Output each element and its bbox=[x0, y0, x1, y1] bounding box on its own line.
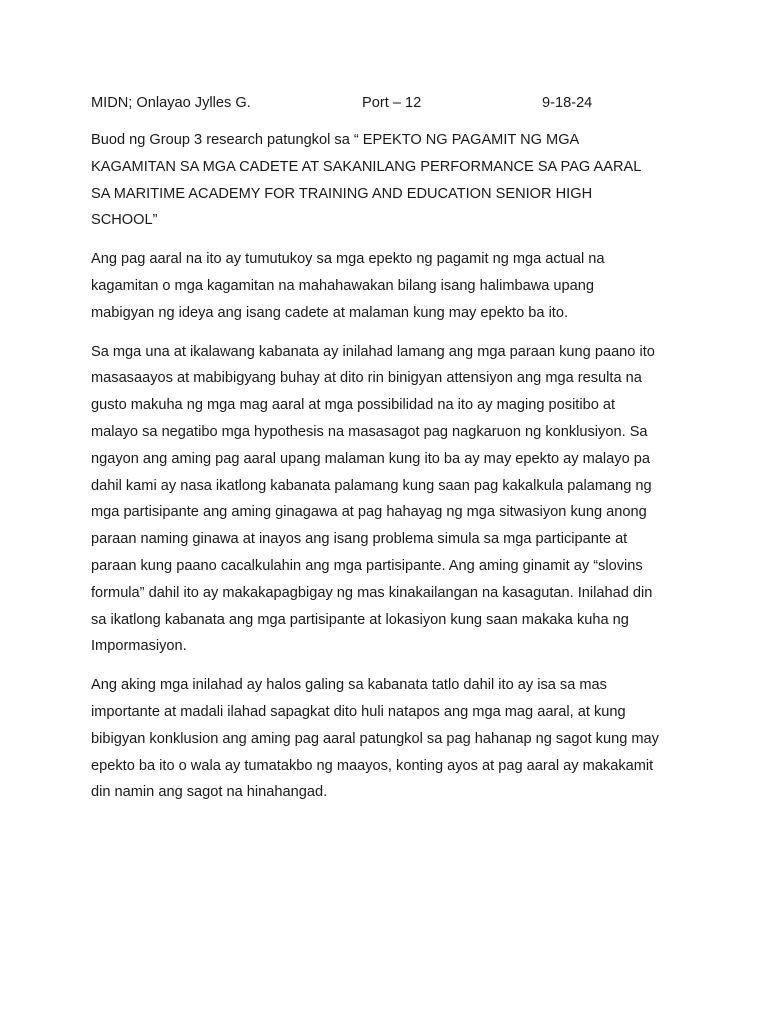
title-paragraph bbox=[91, 127, 691, 234]
document-header bbox=[91, 93, 691, 113]
text-line: SCHOOL” bbox=[91, 212, 158, 229]
port-number: Port – 12 bbox=[362, 95, 422, 111]
text-line: bibigyan konklusion ang aming pag aaral patungkol sa pag hahanap ng sagot kung may bbox=[91, 730, 659, 747]
text-line: mga partisipante ang aming ginagawa at pag hahayag ng mga sitwasiyon kung anong bbox=[91, 504, 647, 521]
text-line: sa ikatlong kabanata ang mga partisipante at lokasiyon kung saan makaka kuha ng bbox=[91, 611, 629, 628]
text-line: gusto makuha ng mga mag aaral at mga possibilidad na ito ay maging positibo at bbox=[91, 397, 616, 414]
text-line: Impormasiyon. bbox=[91, 638, 187, 655]
text-line: KAGAMITAN SA MGA CADETE AT SAKANILANG PERFORMANCE SA PAG AARAL bbox=[91, 158, 642, 175]
text-line: paraan kung paano cacalkulahin ang mga partisipante. Ang aming ginamit ay “slovins bbox=[91, 557, 643, 574]
text-line: dahil kami ay nasa ikatlong kabanata palamang kung saan pag kakalkula palamang ng bbox=[91, 477, 652, 494]
text-line: paraan naming ginawa at inayos ang isang problema simula sa mga participante at bbox=[91, 531, 628, 548]
text-line: Ang aking mga inilahad ay halos galing sa kabanata tatlo dahil ito ay isa sa mas bbox=[91, 677, 607, 694]
text-line: Buod ng Group 3 research patungkol sa “ EPEKTO NG PAGAMIT NG MGA bbox=[91, 132, 580, 148]
text-line: ngayon ang aming pag aaral upang malaman kung ito ba ay may epekto ay malayo pa bbox=[91, 450, 650, 467]
text-line: epekto ba ito o wala ay tumatakbo ng maayos, konting ayos at pag aaral ay makakamit bbox=[91, 757, 654, 774]
conclusion-paragraph bbox=[91, 672, 691, 806]
text-line: mabigyan ng ideya ang isang cadete at malaman kung may epekto ba ito. bbox=[91, 304, 569, 321]
text-line: masasaayos at mabibigyang buhay at dito rin binigyan attensiyon ang mga resulta na bbox=[91, 370, 642, 387]
text-line: din namin ang sagot na hinahangad. bbox=[91, 784, 328, 801]
text-line: malayo sa negatibo mga hypothesis na masasagot pag nagkaruon ng konklusiyon. Sa bbox=[91, 423, 648, 440]
document-date: 9-18-24 bbox=[542, 95, 593, 111]
text-line: formula” dahil ito ay makakapagbigay ng mas kinakailangan na kasagutan. Inilahad din bbox=[91, 584, 653, 601]
intro-paragraph bbox=[91, 246, 691, 326]
text-line: SA MARITIME ACADEMY FOR TRAINING AND EDUCATION SENIOR HIGH bbox=[91, 185, 593, 202]
text-line: Sa mga una at ikalawang kabanata ay inilahad lamang ang mga paraan kung paano ito bbox=[91, 343, 655, 360]
text-line: Ang pag aaral na ito ay tumutukoy sa mga epekto ng pagamit ng mga actual na bbox=[91, 251, 605, 268]
chapters-paragraph bbox=[91, 339, 691, 661]
student-name: MIDN; Onlayao Jylles G. bbox=[91, 95, 251, 111]
text-line: kagamitan o mga kagamitan na mahahawakan bilang isang halimbawa upang bbox=[91, 277, 594, 294]
text-line: importante at madali ilahad sapagkat dito huli natapos ang mga mag aaral, at kung bbox=[91, 703, 626, 720]
document-body bbox=[91, 127, 691, 818]
